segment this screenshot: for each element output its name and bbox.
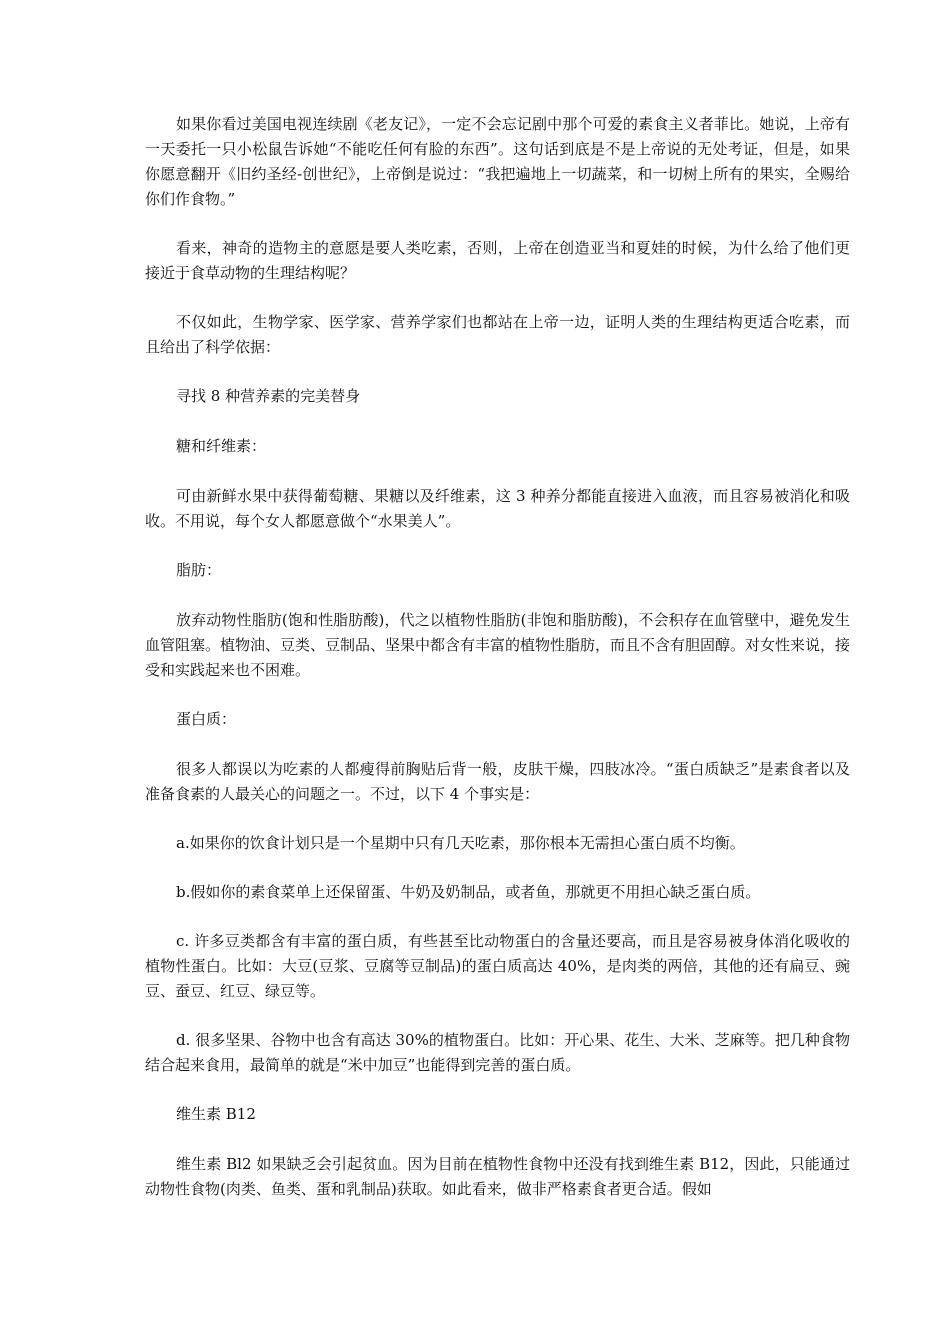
paragraph-protein-fact-a: a.如果你的饮食计划只是一个星期中只有几天吃素，那你根本无需担心蛋白质不均衡。 [176,834,745,852]
paragraph-fat: 放弃动物性脂肪(饱和性脂肪酸)，代之以植物性脂肪(非饱和脂肪酸)，不会积存在血管壁中，避免发生血管阻塞。植物油、豆类、豆制品、坚果中都含有丰富的植物性脂肪，而且不含有胆固醇。对女性来说，接受和实践起来也不困难。 [145,611,851,679]
paragraph-protein-fact-d: d. 很多坚果、谷物中也含有高达 30%的植物蛋白。比如：开心果、花生、大米、芝麻等。把几种食物结合起来食用，最简单的就是“米中加豆”也能得到完善的蛋白质。 [145,1031,850,1074]
subheading-protein: 蛋白质： [176,710,237,728]
paragraph-protein-intro: 很多人都误以为吃素的人都瘦得前胸贴后背一般，皮肤干燥，四肢冰冷。“蛋白质缺乏”是素食者以及准备食素的人最关心的问题之一。不过，以下 4 个事实是： [145,760,850,803]
paragraph-scientists: 不仅如此，生物学家、医学家、营养学家们也都站在上帝一边，证明人类的生理结构更适合吃素，而且给出了科学依据： [145,313,850,356]
section-heading-eight-nutrients: 寻找 8 种营养素的完美替身 [176,387,361,405]
paragraph-creator-will: 看来，神奇的造物主的意愿是要人类吃素，否则，上帝在创造亚当和夏娃的时候，为什么给了他们更接近于食草动物的生理结构呢？ [145,239,850,282]
document-page [145,112,850,1226]
subheading-vitamin-b12: 维生素 B12 [176,1105,256,1123]
paragraph-protein-fact-b: b.假如你的素食菜单上还保留蛋、牛奶及奶制品，或者鱼，那就更不用担心缺乏蛋白质。 [176,883,761,901]
paragraph-protein-fact-c: c. 许多豆类都含有丰富的蛋白质，有些甚至比动物蛋白的含量还要高，而且是容易被身体消化吸收的植物性蛋白。比如：大豆(豆浆、豆腐等豆制品)的蛋白质高达 40%，是肉类的两倍，其他的还有扁豆、豌豆、蚕豆、红豆、绿豆等。 [145,932,850,1000]
subheading-sugar-fiber: 糖和纤维素： [176,437,267,455]
paragraph-sugar-fiber: 可由新鲜水果中获得葡萄糖、果糖以及纤维素，这 3 种养分都能直接进入血液，而且容易被消化和吸收。不用说，每个女人都愿意做个“水果美人”。 [145,487,850,530]
paragraph-vitamin-b12: 维生素 Bl2 如果缺乏会引起贫血。因为目前在植物性食物中还没有找到维生素 B12，因此，只能通过动物性食物(肉类、鱼类、蛋和乳制品)获取。如此看来，做非严格素食者更合适。假如 [145,1155,850,1198]
paragraph-friends-phoebe: 如果你看过美国电视连续剧《老友记》，一定不会忘记剧中那个可爱的素食主义者菲比。她说，上帝有一天委托一只小松鼠告诉她“不能吃任何有脸的东西”。这句话到底是不是上帝说的无处考证，但是，如果你愿意翻开《旧约圣经-创世纪》，上帝倒是说过：“我把遍地上一切蔬菜，和一切树上所有的果实，全赐给你们作食物。” [145,115,850,208]
subheading-fat: 脂肪： [176,561,222,579]
